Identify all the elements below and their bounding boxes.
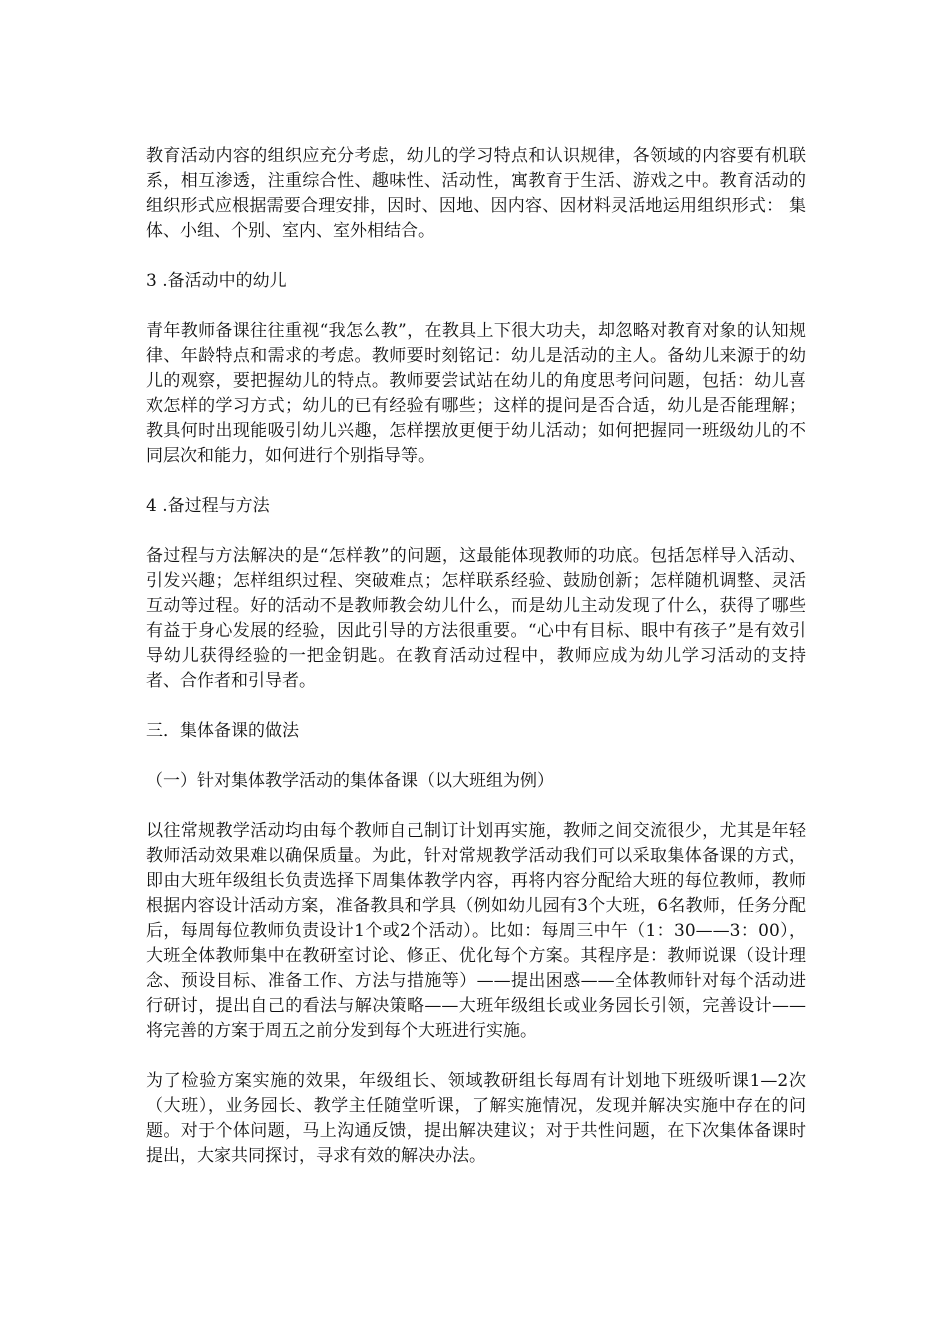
- paragraph-gap: [146, 244, 806, 269]
- section-heading-collective-lesson: 三．集体备课的做法: [146, 721, 299, 741]
- paragraph-gap: [146, 469, 806, 494]
- subsection-heading-group-teaching: （一）针对集体教学活动的集体备课（以大班组为例）: [146, 771, 554, 791]
- heading-prepare-process: 4 .备过程与方法: [146, 496, 270, 516]
- heading-prepare-children: 3 .备活动中的幼儿: [146, 271, 287, 291]
- paragraph-gap: [146, 794, 806, 819]
- paragraph-gap: [146, 294, 806, 319]
- paragraph-prepare-process: 备过程与方法解决的是“怎样教”的问题，这最能体现教师的功底。包括怎样导入活动、引发兴趣；怎样组织过程、突破难点；怎样联系经验、鼓励创新；怎样随机调整、灵活互动等过程。好的活动不是教师教会幼儿什么，而是幼儿主动发现了什么，获得了哪些有益于身心发展的经验，因此引导的方法很重要。“心中有目标、眼中有孩子”是有效引导幼儿获得经验的一把金钥匙。在教育活动过程中，教师应成为幼儿学习活动的支持者、合作者和引导者。: [146, 546, 806, 691]
- paragraph-gap: [146, 519, 806, 544]
- paragraph-gap: [146, 1044, 806, 1069]
- paragraph-gap: [146, 744, 806, 769]
- paragraph-evaluation: 为了检验方案实施的效果，年级组长、领域教研组长每周有计划地下班级听课1—2次（大班），业务园长、教学主任随堂听课，了解实施情况，发现并解决实施中存在的问题。对于个体问题，马上沟通反馈，提出解决建议；对于共性问题，在下次集体备课时提出，大家共同探讨，寻求有效的解决办法。: [146, 1071, 806, 1166]
- paragraph-activity-organization: 教育活动内容的组织应充分考虑，幼儿的学习特点和认识规律，各领域的内容要有机联系，相互渗透，注重综合性、趣味性、活动性，寓教育于生活、游戏之中。教育活动的组织形式应根据需要合理安排，因时、因地、因内容、因材料灵活地运用组织形式： 集体、小组、个别、室内、室外相结合。: [146, 146, 806, 241]
- paragraph-gap: [146, 694, 806, 719]
- document-page: [146, 144, 806, 1169]
- paragraph-collective-procedure: 以往常规教学活动均由每个教师自己制订计划再实施，教师之间交流很少，尤其是年轻教师活动效果难以确保质量。为此，针对常规教学活动我们可以采取集体备课的方式，即由大班年级组长负责选择下周集体教学内容，再将内容分配给大班的每位教师，教师根据内容设计活动方案，准备教具和学具（例如幼儿园有3个大班，6名教师，任务分配后，每周每位教师负责设计1个或2个活动）。比如：每周三中午（1：30——3：00），大班全体教师集中在教研室讨论、修正、优化每个方案。其程序是：教师说课（设计理念、预设目标、准备工作、方法与措施等）——提出困惑——全体教师针对每个活动进行研讨，提出自己的看法与解决策略——大班年级组长或业务园长引领，完善设计——将完善的方案于周五之前分发到每个大班进行实施。: [146, 821, 806, 1041]
- paragraph-prepare-children: 青年教师备课往往重视“我怎么教”，在教具上下很大功夫，却忽略对教育对象的认知规律、年龄特点和需求的考虑。教师要时刻铭记：幼儿是活动的主人。备幼儿来源于的幼儿的观察，要把握幼儿的特点。教师要尝试站在幼儿的角度思考问问题，包括：幼儿喜欢怎样的学习方式；幼儿的已有经验有哪些；这样的提问是否合适，幼儿是否能理解；教具何时出现能吸引幼儿兴趣，怎样摆放更便于幼儿活动；如何把握同一班级幼儿的不同层次和能力，如何进行个别指导等。: [146, 321, 806, 466]
